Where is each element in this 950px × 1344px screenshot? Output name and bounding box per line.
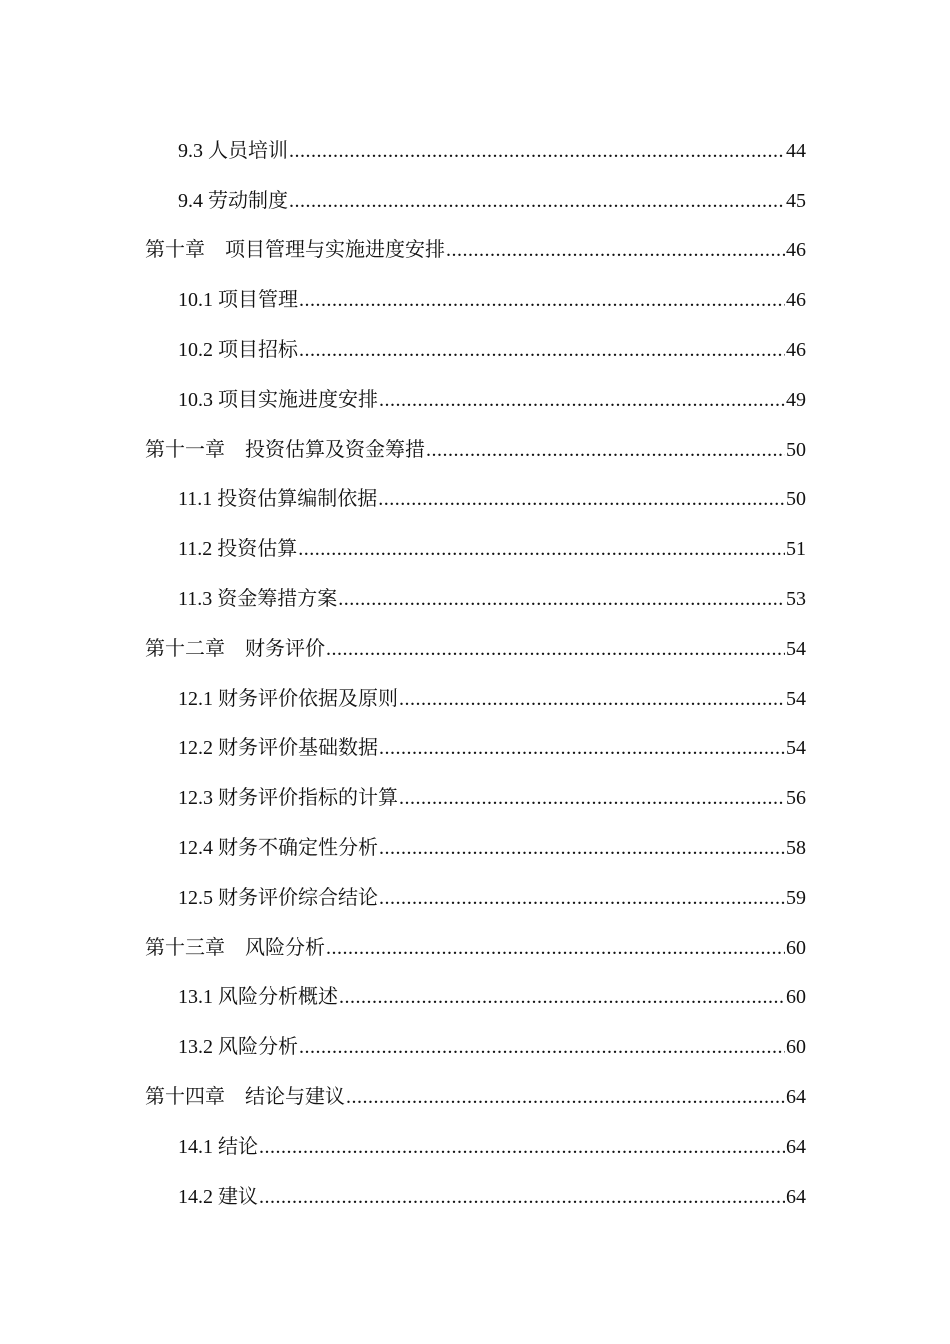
toc-entry-label: 12.1 财务评价依据及原则 [178,687,398,710]
toc-dot-leader [326,938,785,958]
toc-dot-leader [289,141,785,161]
toc-entry-label: 12.2 财务评价基础数据 [178,737,378,760]
toc-entry[interactable] [0,724,950,774]
toc-entry-label: 9.4 劳动制度 [178,189,288,212]
toc-entry-label: 第十二章 财务评价 [145,637,325,660]
toc-entry-page: 58 [786,837,806,860]
toc-entry-label: 第十四章 结论与建议 [145,1086,345,1109]
toc-dot-leader [426,440,785,460]
table-of-contents [0,126,950,1222]
toc-dot-leader [399,689,785,709]
toc-entry-label: 第十三章 风险分析 [145,936,325,959]
toc-entry-page: 51 [786,538,806,561]
toc-entry[interactable] [0,524,950,574]
toc-dot-leader [326,639,785,659]
toc-entry-page: 50 [786,488,806,511]
toc-entry-page: 54 [786,687,806,710]
toc-entry[interactable] [0,823,950,873]
toc-chapter-entry[interactable] [0,1072,950,1122]
toc-entry-page: 45 [786,189,806,212]
toc-entry-page: 59 [786,886,806,909]
toc-dot-leader [298,539,785,559]
toc-entry[interactable] [0,126,950,176]
toc-entry-page: 60 [786,936,806,959]
toc-entry-label: 11.2 投资估算 [178,538,298,561]
toc-chapter-entry[interactable] [0,226,950,276]
toc-dot-leader [446,240,785,260]
toc-entry-label: 13.1 风险分析概述 [178,986,338,1009]
toc-entry[interactable] [0,375,950,425]
toc-entry-page: 46 [786,289,806,312]
toc-entry-page: 53 [786,588,806,611]
toc-dot-leader [379,738,785,758]
toc-entry-label: 12.3 财务评价指标的计算 [178,787,398,810]
toc-entry-label: 10.1 项目管理 [178,289,298,312]
toc-entry-page: 49 [786,388,806,411]
toc-entry-label: 11.3 资金筹措方案 [178,588,338,611]
toc-entry-label: 13.2 风险分析 [178,1036,298,1059]
toc-entry-label: 第十章 项目管理与实施进度安排 [145,239,445,262]
toc-entry-page: 64 [786,1185,806,1208]
toc-entry-page: 54 [786,737,806,760]
toc-entry-page: 64 [786,1135,806,1158]
toc-entry-label: 14.2 建议 [178,1185,258,1208]
toc-dot-leader [379,390,785,410]
toc-entry[interactable] [0,674,950,724]
toc-entry-page: 46 [786,239,806,262]
toc-entry-page: 60 [786,1036,806,1059]
toc-dot-leader [378,489,785,509]
toc-entry-label: 10.3 项目实施进度安排 [178,388,378,411]
toc-entry-label: 14.1 结论 [178,1135,258,1158]
toc-dot-leader [339,987,785,1007]
toc-entry-page: 46 [786,339,806,362]
toc-entry-label: 10.2 项目招标 [178,339,298,362]
toc-entry-label: 12.4 财务不确定性分析 [178,837,378,860]
toc-entry-page: 56 [786,787,806,810]
toc-entry-page: 44 [786,139,806,162]
toc-dot-leader [259,1137,785,1157]
toc-dot-leader [346,1087,785,1107]
toc-entry-label: 12.5 财务评价综合结论 [178,886,378,909]
toc-dot-leader [338,589,785,609]
toc-entry[interactable] [0,873,950,923]
toc-chapter-entry[interactable] [0,923,950,973]
toc-entry-label: 第十一章 投资估算及资金筹措 [145,438,425,461]
toc-entry[interactable] [0,275,950,325]
toc-chapter-entry[interactable] [0,624,950,674]
toc-entry[interactable] [0,1172,950,1222]
toc-dot-leader [299,340,785,360]
toc-dot-leader [299,1037,785,1057]
toc-entry[interactable] [0,176,950,226]
toc-entry[interactable] [0,325,950,375]
toc-entry[interactable] [0,973,950,1023]
toc-entry[interactable] [0,1122,950,1172]
toc-entry[interactable] [0,1022,950,1072]
toc-entry-label: 11.1 投资估算编制依据 [178,488,378,511]
toc-entry[interactable] [0,475,950,525]
toc-entry-page: 54 [786,637,806,660]
toc-dot-leader [299,290,785,310]
toc-entry-page: 60 [786,986,806,1009]
toc-dot-leader [379,838,785,858]
toc-entry-label: 9.3 人员培训 [178,139,288,162]
toc-entry-page: 50 [786,438,806,461]
toc-dot-leader [399,788,785,808]
toc-entry[interactable] [0,574,950,624]
toc-dot-leader [379,888,785,908]
toc-entry-page: 64 [786,1086,806,1109]
toc-entry[interactable] [0,773,950,823]
toc-dot-leader [289,191,785,211]
toc-dot-leader [259,1187,785,1207]
toc-chapter-entry[interactable] [0,425,950,475]
